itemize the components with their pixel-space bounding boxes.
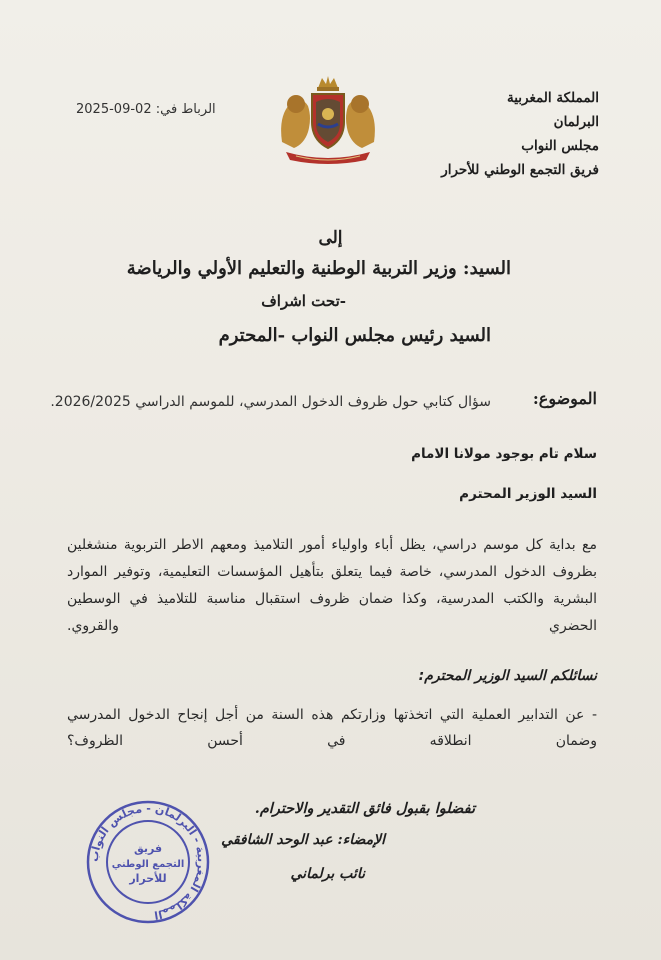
issuer-block — [441, 86, 599, 182]
letter-date: الرباط في: 02-09-2025 — [76, 102, 216, 117]
stamp-inner-line2: التجمع الوطني — [111, 859, 185, 870]
subject-text: سؤال كتابي حول ظروف الدخول المدرسي، للموسم الدراسي 2026/2025. — [50, 394, 491, 410]
issuer-parliament: البرلمان — [553, 114, 599, 130]
addressee-to: إلى — [318, 228, 343, 248]
issuer-house: مجلس النواب — [521, 138, 599, 154]
addressee-president: السيد رئيس مجلس النواب -المحترم — [218, 325, 491, 346]
closing-line: تفضلوا بقبول فائق التقدير والاحترام. — [254, 800, 475, 817]
salutation: السيد الوزير المحترم — [459, 486, 597, 502]
signature-line: الإمضاء: عبد الوحد الشافقي — [221, 832, 385, 848]
body-paragraph: مع بداية كل موسم دراسي، يظل أباء واولياء أمور التلاميذ ومعهم الاطر التربوية منشغلين بظروف الدخول المدرسي، خاصة فيما يتعلق بتأهيل المؤسسات التعليمية، وتوفير الموارد البشرية والكتب المدرسية، وكذا ضمان ظروف استقبال مناسبة للتلاميذ في الوسطين الحضري والقروي. — [67, 537, 597, 634]
stamp-inner-line1: فريق — [133, 842, 163, 855]
issuer-kingdom: المملكة المغربية — [506, 90, 599, 106]
subject-label: الموضوع: — [532, 389, 597, 408]
official-stamp-icon — [84, 798, 212, 926]
question-heading: نسائلكم السيد الوزير المحترم: — [418, 668, 597, 684]
royal-emblem-icon — [268, 74, 388, 164]
stamp-inner-line3: للأحرار — [129, 872, 167, 885]
question-text: - عن التدابير العملية التي اتخذتها وزارتكم هذه السنة من أجل إنجاح الدخول المدرسي وضمان انطلاقه في أحسن الظروف؟ — [67, 707, 597, 749]
addressee-under: -تحت اشراف — [261, 292, 346, 310]
signatory-role: نائب برلماني — [290, 866, 365, 882]
issuer-group: فريق التجمع الوطني للأحرار — [441, 162, 599, 178]
greeting: سلام تام بوجود مولانا الامام — [411, 446, 597, 462]
stamp-outer-text: المملكة المغربية - البرلمان - مجلس النواب — [87, 801, 209, 922]
addressee-minister: السيد: وزير التربية الوطنية والتعليم الأولي والرياضة — [126, 258, 511, 279]
